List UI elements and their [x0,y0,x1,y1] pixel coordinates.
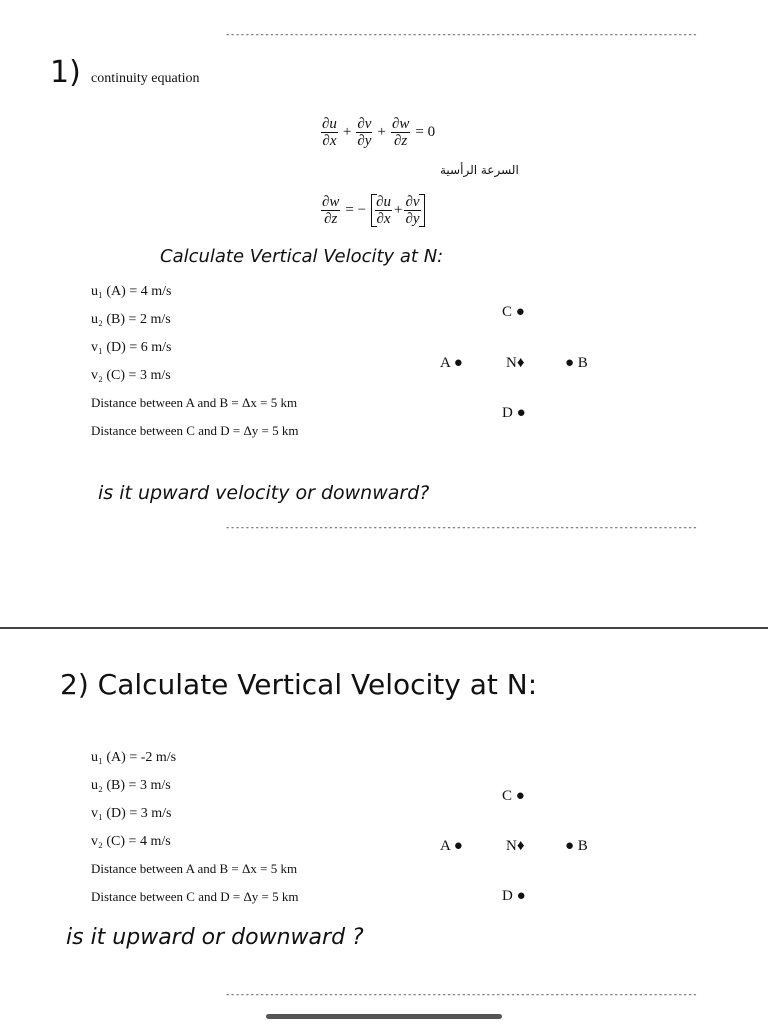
continuity-equation: $\frac{\partial u}{\partial x}$ + $\frac{\partial v}{\partial y}$ + $\frac{\partial w}{\partial z}$ = 0 [322,116,436,149]
problem-1-question: is it upward velocity or downward? [98,482,430,504]
p1-given-v2: v₂ (C) = 3 m/s [91,368,171,383]
p1-distance-ab: Distance between A and B = Δx = 5 km [91,395,298,410]
problem-1-heading: continuity equation [91,71,200,86]
p1-point-d: D ● [502,405,526,421]
p2-distance-cd: Distance between C and D = Δy = 5 km [91,889,299,904]
p2-point-a: A ● [440,838,463,854]
p2-given-v1: v₁ (D) = 3 m/s [91,806,172,821]
p1-point-a: A ● [440,355,463,371]
p1-point-c: C ● [502,304,525,320]
bottom-dashed-separator: ------------------------------------------------------------------------------------------------ [225,990,698,1000]
p1-distance-cd: Distance between C and D = Δy = 5 km [91,423,299,438]
problem-2-question: is it upward or downward ? [66,925,364,950]
p2-distance-ab: Distance between A and B = Δx = 5 km [91,861,298,876]
p1-given-u2: u₂ (B) = 2 m/s [91,312,171,327]
vertical-velocity-equation: $\frac{\partial w}{\partial z}$ = − $\frac{\partial u}{\partial x}$ + $\frac{\partial v}{\partial y}$ [321,194,425,227]
dw-dz-fraction: $\frac{\partial w}{\partial z}$ [391,116,410,149]
problem-1-task: Calculate Vertical Velocity at N: [160,246,444,267]
dv-dy-fraction: $\frac{\partial v}{\partial y}$ [357,116,372,149]
dv-dy-bracket-fraction: $\frac{\partial v}{\partial y}$ [405,194,420,227]
page-divider [0,627,768,629]
du-dx-bracket-fraction: $\frac{\partial u}{\partial x}$ [376,194,392,227]
top-dashed-separator: ------------------------------------------------------------------------------------------------ [225,30,698,40]
p2-point-d: D ● [502,888,526,904]
p2-given-v2: v₂ (C) = 4 m/s [91,834,171,849]
p2-given-u1: u₁ (A) = -2 m/s [91,750,177,765]
p1-point-b: ● B [565,355,588,371]
p2-point-b: ● B [565,838,588,854]
p2-point-c: C ● [502,788,525,804]
arabic-vertical-velocity-label: السرعة الرأسية [440,163,519,177]
bracket-group: $\frac{\partial u}{\partial x}$ + $\frac{\partial v}{\partial y}$ [371,194,424,227]
problem-1-number: 1) [50,55,81,90]
du-dx-fraction: $\frac{\partial u}{\partial x}$ [322,116,337,149]
p2-given-u2: u₂ (B) = 3 m/s [91,778,171,793]
p2-point-n: N♦ [506,838,525,854]
middle-dashed-separator: ------------------------------------------------------------------------------------------------ [225,523,698,533]
dw-dz-lhs-fraction: $\frac{\partial w}{\partial z}$ [322,194,340,227]
p1-given-v1: v₁ (D) = 6 m/s [91,340,172,355]
p1-given-u1: u₁ (A) = 4 m/s [91,284,172,299]
problem-2-task: 2) Calculate Vertical Velocity at N: [60,668,538,701]
home-indicator-bar[interactable] [266,1014,502,1019]
p1-point-n: N♦ [506,355,525,371]
